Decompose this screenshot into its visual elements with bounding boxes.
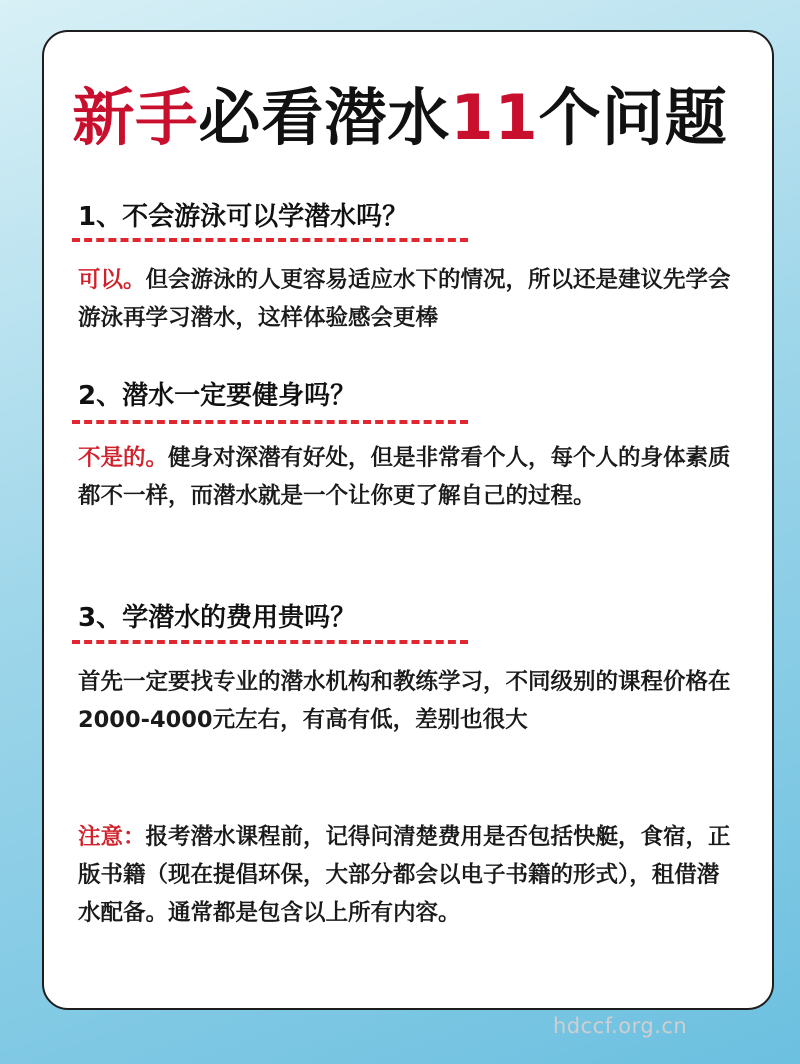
answer-1 — [78, 261, 738, 337]
question-1: 1、不会游泳可以学潜水吗？ — [78, 202, 409, 232]
note-text: 报考潜水课程前，记得问清楚费用是否包括快艇，食宿，正版书籍（现在提倡环保，大部分都会以电子书籍的形式），租借潜水配备。通常都是包含以上所有内容。 — [78, 824, 731, 926]
question-3-divider — [72, 640, 468, 644]
answer-3: 首先一定要找专业的潜水机构和教练学习，不同级别的课程价格在2000-4000元左右，有高有低，差别也很大 — [78, 669, 731, 733]
answer-2-text: 健身对深潜有好处，但是非常看个人，每个人的身体素质都不一样，而潜水就是一个让你更了解自己的过程。 — [78, 445, 731, 509]
note-paragraph — [78, 818, 738, 932]
note-label: 注意： — [78, 824, 146, 850]
question-1-divider — [72, 238, 468, 242]
watermark: hdccf.org.cn — [553, 1014, 688, 1038]
title-part-3: 11 — [450, 81, 539, 154]
page-title — [0, 68, 800, 157]
title-part-1: 新手 — [72, 81, 199, 154]
title-part-2: 必看潜水 — [198, 81, 451, 154]
question-3: 3、学潜水的费用贵吗？ — [78, 603, 357, 633]
answer-1-highlight: 可以。 — [78, 267, 146, 293]
answer-1-text: 但会游泳的人更容易适应水下的情况，所以还是建议先学会游泳再学习潜水，这样体验感会更棒 — [78, 267, 731, 331]
answer-2-highlight: 不是的。 — [78, 445, 169, 471]
title-part-4: 个问题 — [538, 81, 728, 154]
answer-2 — [78, 439, 738, 515]
question-2: 2、潜水一定要健身吗？ — [78, 381, 357, 411]
question-2-divider — [72, 420, 468, 424]
